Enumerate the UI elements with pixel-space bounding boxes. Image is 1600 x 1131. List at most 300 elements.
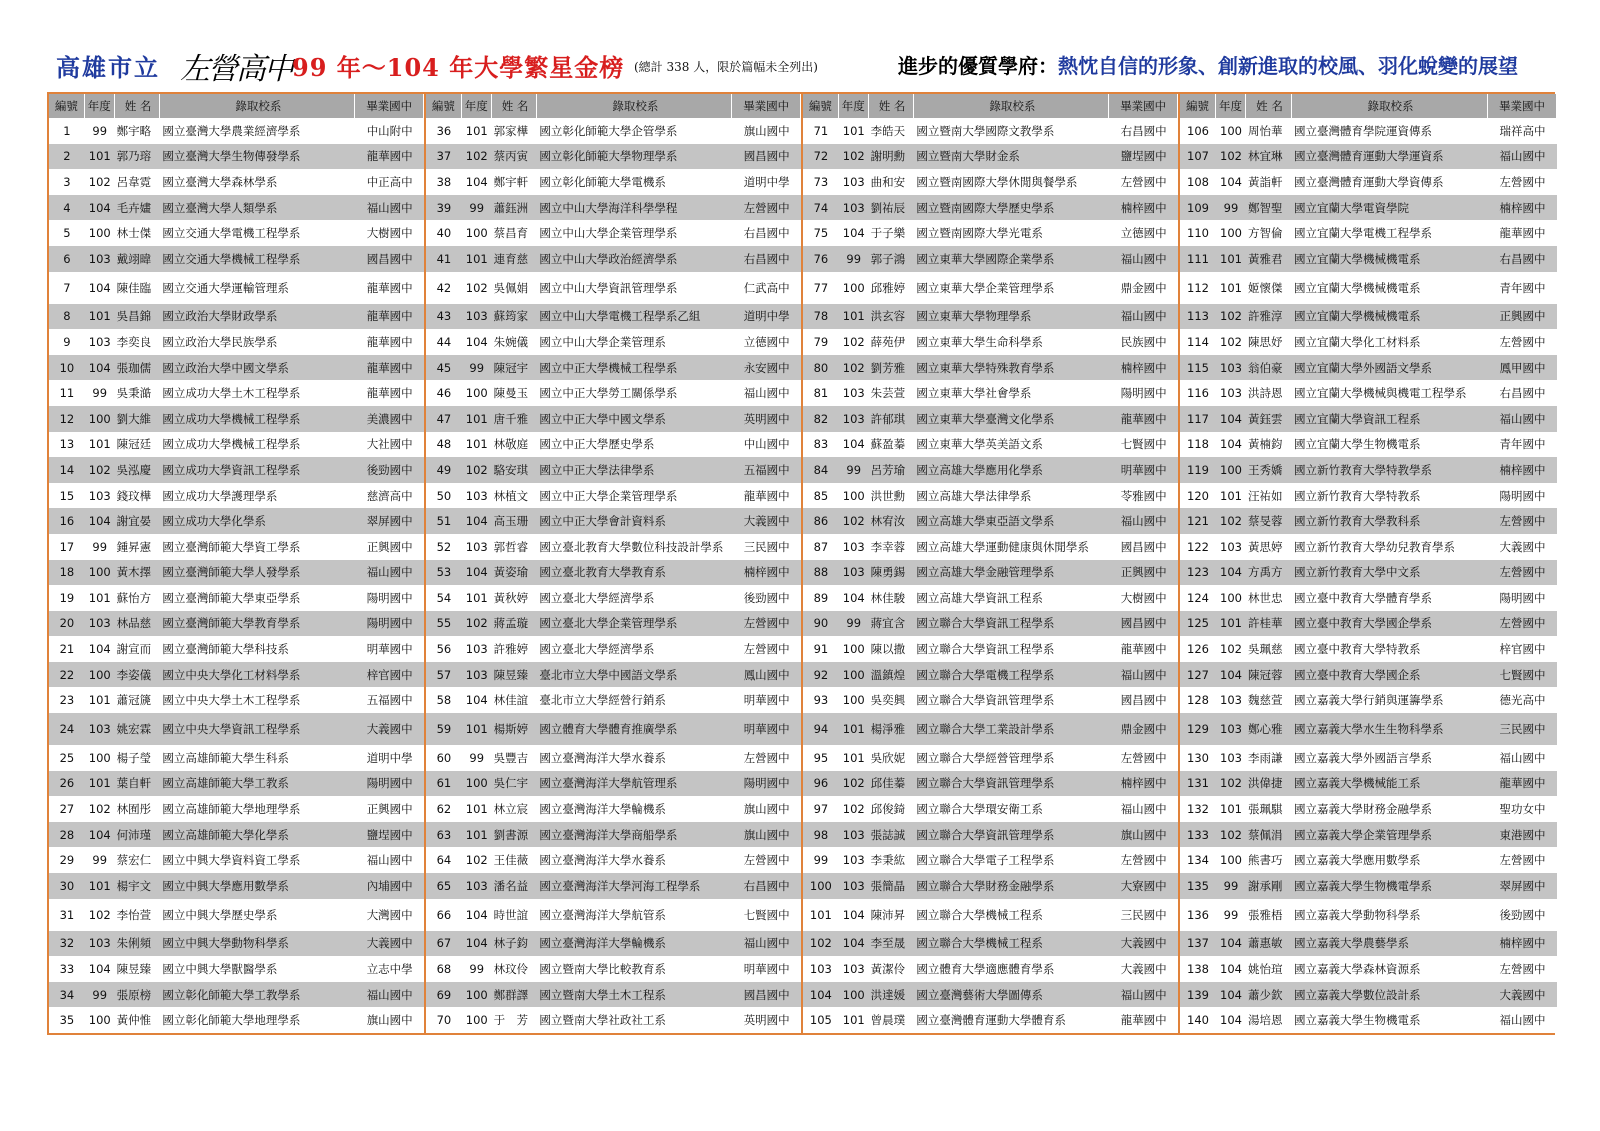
junior-high-cell: 翠屏國中 (1499, 878, 1546, 893)
year-cell: 102 (88, 462, 111, 477)
entry-number-cell: 102 (809, 936, 832, 951)
table-row (803, 956, 1178, 982)
student-name-cell: 吳昌錦 (116, 309, 152, 324)
junior-high-cell: 五福國中 (743, 462, 790, 477)
year-cell: 103 (842, 411, 865, 426)
junior-high-cell: 立德國中 (1120, 226, 1167, 241)
admitted-department-cell: 國立嘉義大學森林資源系 (1294, 962, 1421, 977)
admitted-department-cell: 國立聯合大學環安衛工系 (916, 802, 1043, 817)
table-row (426, 713, 801, 745)
year-cell: 101 (842, 1013, 865, 1028)
admitted-department-cell: 國立臺灣海洋大學商船學系 (539, 827, 678, 842)
junior-high-cell: 旗山國中 (366, 1013, 413, 1028)
admitted-department-cell: 國立臺中教育大學體育學系 (1294, 590, 1432, 605)
entry-number-cell: 74 (813, 200, 829, 215)
table-row (49, 560, 424, 586)
student-name-cell: 蔡丙寅 (493, 149, 529, 164)
entry-number-cell: 5 (63, 226, 71, 241)
table-row (803, 169, 1178, 195)
table-block (49, 94, 426, 1033)
year-cell: 104 (465, 907, 488, 922)
table-row (426, 662, 801, 688)
junior-high-cell: 左營國中 (1499, 334, 1546, 349)
year-cell: 102 (1220, 642, 1242, 657)
table-row (426, 956, 801, 982)
junior-high-cell: 龍華國中 (1120, 411, 1167, 426)
student-name-cell: 劉芳雅 (870, 360, 906, 375)
student-name-cell: 吳欣妮 (870, 750, 906, 765)
admissions-table (47, 92, 1555, 1035)
table-row (1180, 662, 1557, 688)
admitted-department-cell: 國立臺灣體育運動大學資傳系 (1294, 174, 1444, 189)
junior-high-cell: 正興國中 (366, 539, 413, 554)
student-name-cell: 呂芳瑜 (870, 462, 906, 477)
junior-high-cell: 中山附中 (366, 123, 413, 138)
entry-number-cell: 140 (1187, 1013, 1209, 1028)
admitted-department-cell: 國立中興大學歷史學系 (162, 907, 278, 922)
table-row (803, 220, 1178, 246)
year-cell: 102 (88, 802, 111, 817)
student-name-cell: 陳冠廷 (116, 437, 152, 452)
admitted-department-cell: 國立宜蘭大學機械機電系 (1294, 280, 1421, 295)
table-row (426, 246, 801, 272)
year-cell: 102 (465, 149, 488, 164)
student-name-cell: 吳珮慈 (1248, 642, 1283, 657)
junior-high-cell: 福山國中 (1120, 251, 1167, 266)
admitted-department-cell: 國立臺灣大學森林學系 (162, 174, 278, 189)
junior-high-cell: 中山國中 (743, 437, 790, 452)
student-name-cell: 楊宇文 (116, 878, 152, 893)
student-name-cell: 湯培恩 (1248, 1013, 1283, 1028)
student-name-cell: 林宜琳 (1248, 149, 1283, 164)
junior-high-cell: 福山國中 (743, 386, 790, 401)
entry-number-cell: 42 (436, 280, 452, 295)
junior-high-cell: 德光高中 (1499, 693, 1546, 708)
admitted-department-cell: 國立嘉義大學財務金融學系 (1294, 802, 1432, 817)
student-name-cell: 陳沛昇 (870, 907, 906, 922)
admitted-department-cell: 國立中山大學海洋科學學程 (539, 200, 678, 215)
entry-number-cell: 75 (813, 226, 829, 241)
junior-high-cell: 左營國中 (1499, 174, 1546, 189)
junior-high-cell: 右昌國中 (743, 251, 790, 266)
junior-high-cell: 福山國中 (366, 853, 413, 868)
table-row (49, 534, 424, 560)
admitted-department-cell: 國立嘉義大學水生生物科學系 (1294, 722, 1444, 737)
junior-high-cell: 道明中學 (743, 174, 790, 189)
student-name-cell: 李幸蓉 (870, 539, 906, 554)
year-cell: 104 (842, 907, 865, 922)
junior-high-cell: 陽明國中 (743, 776, 790, 791)
entry-number-cell: 46 (436, 386, 452, 401)
table-row (1180, 931, 1557, 957)
year-cell: 100 (465, 987, 488, 1002)
entry-number-cell: 7 (63, 280, 71, 295)
entry-number-cell: 15 (59, 488, 75, 503)
column-header-entry-number: 編號 (1180, 94, 1216, 118)
entry-number-cell: 135 (1187, 878, 1209, 893)
junior-high-cell: 左營國中 (1120, 750, 1167, 765)
table-row (803, 534, 1178, 560)
entry-number-cell: 20 (59, 616, 75, 631)
table-row (426, 1007, 801, 1033)
junior-high-cell: 鳳甲國中 (1499, 360, 1546, 375)
junior-high-cell: 永安國中 (743, 360, 790, 375)
table-row (803, 899, 1178, 931)
junior-high-cell: 道明中學 (366, 750, 413, 765)
title-note: (總計 338 人，限於篇幅未全列出) (634, 60, 818, 74)
year-cell: 103 (88, 936, 111, 951)
student-name-cell: 翁伯豪 (1248, 360, 1283, 375)
entry-number-cell: 32 (59, 936, 75, 951)
year-cell: 101 (465, 722, 488, 737)
junior-high-cell: 龍華國中 (1120, 1013, 1167, 1028)
entry-number-cell: 77 (813, 280, 829, 295)
entry-number-cell: 136 (1187, 907, 1209, 922)
entry-number-cell: 116 (1187, 386, 1209, 401)
junior-high-cell: 龍華國中 (1499, 226, 1546, 241)
admitted-department-cell: 國立交通大學運輸管理系 (162, 280, 289, 295)
junior-high-cell: 正興國中 (366, 802, 413, 817)
admitted-department-cell: 國立中央大學化工材料學系 (162, 667, 301, 682)
junior-high-cell: 左營國中 (1499, 514, 1546, 529)
student-name-cell: 鄭宇略 (116, 123, 152, 138)
admitted-department-cell: 國立中山大學電機工程學系乙組 (539, 309, 701, 324)
year-cell: 100 (88, 667, 111, 682)
table-row (426, 931, 801, 957)
table-row (1180, 560, 1557, 586)
admitted-department-cell: 國立臺灣體育運動大學運資系 (1294, 149, 1444, 164)
junior-high-cell: 楠梓國中 (743, 565, 790, 580)
admitted-department-cell: 國立暨南國際大學歷史學系 (916, 200, 1055, 215)
student-name-cell: 謝承剛 (1248, 878, 1283, 893)
entry-number-cell: 111 (1187, 251, 1209, 266)
student-name-cell: 黃雅君 (1248, 251, 1283, 266)
entry-number-cell: 31 (59, 907, 75, 922)
junior-high-cell: 右昌國中 (743, 878, 790, 893)
student-name-cell: 汪祐如 (1248, 488, 1283, 503)
admitted-department-cell: 國立臺灣體育學院運資傳系 (1294, 123, 1432, 138)
year-cell: 103 (1220, 693, 1242, 708)
table-row (426, 847, 801, 873)
student-name-cell: 林士傑 (116, 226, 152, 241)
student-name-cell: 蕭鈺洲 (493, 200, 529, 215)
admitted-department-cell: 國立暨南大學財金系 (916, 149, 1020, 164)
year-cell: 100 (465, 386, 488, 401)
table-row (49, 355, 424, 381)
admitted-department-cell: 國立中山大學企業管理學系 (539, 226, 678, 241)
entry-number-cell: 67 (436, 936, 452, 951)
entry-number-cell: 30 (59, 878, 75, 893)
table-row (426, 771, 801, 797)
table-row (426, 329, 801, 355)
table-row (1180, 822, 1557, 848)
student-name-cell: 蘇怡方 (116, 590, 152, 605)
junior-high-cell: 大義國中 (366, 722, 413, 737)
student-name-cell: 洪偉捷 (1248, 776, 1283, 791)
entry-number-cell: 87 (813, 539, 829, 554)
entry-number-cell: 70 (436, 1013, 452, 1028)
table-row (1180, 956, 1557, 982)
table-row (803, 713, 1178, 745)
table-row (803, 847, 1178, 873)
admitted-department-cell: 國立暨南國際大學光電系 (916, 226, 1043, 241)
year-cell: 101 (88, 590, 111, 605)
year-cell: 101 (88, 149, 111, 164)
year-cell: 104 (1220, 174, 1242, 189)
year-cell: 99 (846, 616, 862, 631)
entry-number-cell: 134 (1187, 853, 1209, 868)
admitted-department-cell: 國立臺灣師範大學資工學系 (162, 539, 301, 554)
admitted-department-cell: 國立成功大學機械工程學系 (162, 411, 301, 426)
student-name-cell: 吳泓慶 (116, 462, 152, 477)
year-cell: 103 (465, 539, 488, 554)
student-name-cell: 許桂華 (1248, 616, 1283, 631)
entry-number-cell: 112 (1187, 280, 1209, 295)
admitted-department-cell: 國立嘉義大學農藝學系 (1294, 936, 1409, 951)
year-cell: 103 (88, 488, 111, 503)
table-row (49, 662, 424, 688)
entry-number-cell: 60 (436, 750, 452, 765)
table-header-row (1180, 94, 1557, 118)
admitted-department-cell: 國立聯合大學電機工程學系 (916, 667, 1055, 682)
year-cell: 102 (842, 149, 865, 164)
student-name-cell: 唐千雅 (493, 411, 529, 426)
junior-high-cell: 福山國中 (366, 200, 413, 215)
year-cell: 104 (1220, 936, 1242, 951)
junior-high-cell: 龍華國中 (1120, 642, 1167, 657)
entry-number-cell: 27 (59, 802, 75, 817)
year-cell: 101 (88, 693, 111, 708)
student-name-cell: 張誌誠 (870, 827, 906, 842)
admitted-department-cell: 國立暨南大學國際文教學系 (916, 123, 1055, 138)
table-row (426, 873, 801, 899)
admitted-department-cell: 國立中興大學動物科學系 (162, 936, 289, 951)
student-name-cell: 王秀嬌 (1248, 462, 1283, 477)
year-cell: 104 (88, 360, 111, 375)
junior-high-cell: 立志中學 (366, 962, 413, 977)
admitted-department-cell: 國立臺北教育大學數位科技設計學系 (539, 539, 724, 554)
admitted-department-cell: 國立交通大學機械工程學系 (162, 251, 301, 266)
junior-high-cell: 苓雅國中 (1120, 488, 1167, 503)
student-name-cell: 張原榜 (116, 987, 152, 1002)
year-cell: 103 (465, 878, 488, 893)
entry-number-cell: 133 (1187, 827, 1209, 842)
table-row (426, 355, 801, 381)
year-cell: 101 (88, 437, 111, 452)
column-header-year: 年度 (85, 94, 115, 118)
junior-high-cell: 瑞祥高中 (1499, 123, 1546, 138)
admitted-department-cell: 國立彰化師範大學工教學系 (162, 987, 301, 1002)
year-cell: 103 (465, 488, 488, 503)
junior-high-cell: 立德國中 (743, 334, 790, 349)
entry-number-cell: 93 (813, 693, 829, 708)
student-name-cell: 陳佳臨 (116, 280, 152, 295)
table-row (426, 144, 801, 170)
junior-high-cell: 青年國中 (1499, 437, 1546, 452)
junior-high-cell: 左營國中 (743, 616, 790, 631)
entry-number-cell: 56 (436, 642, 452, 657)
junior-high-cell: 楠梓國中 (1499, 462, 1546, 477)
student-name-cell: 林敬庭 (493, 437, 529, 452)
table-row (49, 611, 424, 637)
year-cell: 101 (1220, 616, 1242, 631)
student-name-cell: 黃鈺雲 (1248, 411, 1283, 426)
year-cell: 102 (842, 360, 865, 375)
student-name-cell: 毛卉嫿 (116, 200, 152, 215)
entry-number-cell: 76 (813, 251, 829, 266)
year-cell: 100 (842, 488, 865, 503)
entry-number-cell: 71 (813, 123, 829, 138)
admitted-department-cell: 國立嘉義大學數位設計系 (1294, 987, 1421, 1002)
table-row (49, 508, 424, 534)
table-row (426, 272, 801, 304)
year-cell: 101 (1220, 802, 1242, 817)
junior-high-cell: 明華國中 (743, 693, 790, 708)
year-cell: 104 (1220, 565, 1242, 580)
entry-number-cell: 28 (59, 827, 75, 842)
year-cell: 100 (1220, 123, 1242, 138)
year-cell: 100 (1220, 226, 1242, 241)
junior-high-cell: 陽明國中 (366, 616, 413, 631)
entry-number-cell: 6 (63, 251, 71, 266)
column-header-junior-high: 畢業國中 (1488, 94, 1557, 118)
entry-number-cell: 59 (436, 722, 452, 737)
entry-number-cell: 22 (59, 667, 75, 682)
column-header-junior-high: 畢業國中 (1109, 94, 1178, 118)
year-cell: 103 (842, 386, 865, 401)
student-name-cell: 蔡旻蓉 (1248, 514, 1283, 529)
admitted-department-cell: 國立臺灣海洋大學河海工程學系 (539, 878, 701, 893)
entry-number-cell: 65 (436, 878, 452, 893)
junior-high-cell: 大義國中 (1120, 962, 1167, 977)
year-cell: 104 (1220, 437, 1242, 452)
student-name-cell: 姚宏霖 (116, 722, 152, 737)
admitted-department-cell: 國立嘉義大學行銷與運籌學系 (1294, 693, 1444, 708)
student-name-cell: 邱俊錡 (870, 802, 906, 817)
table-row (1180, 687, 1557, 713)
student-name-cell: 朱俐頻 (116, 936, 152, 951)
admitted-department-cell: 國立高雄師範大學地理學系 (162, 802, 301, 817)
entry-number-cell: 35 (59, 1013, 75, 1028)
student-name-cell: 魏慈萱 (1248, 693, 1283, 708)
admitted-department-cell: 國立聯合大學工業設計學系 (916, 722, 1055, 737)
student-name-cell: 錢玟樺 (116, 488, 152, 503)
table-row (426, 304, 801, 330)
table-row (803, 796, 1178, 822)
table-row (426, 457, 801, 483)
table-row (803, 304, 1178, 330)
student-name-cell: 蕭惠敏 (1248, 936, 1283, 951)
entry-number-cell: 73 (813, 174, 829, 189)
admitted-department-cell: 國立臺灣大學人類學系 (162, 200, 278, 215)
admitted-department-cell: 國立宜蘭大學資訊工程系 (1294, 411, 1421, 426)
column-header-student-name: 姓 名 (492, 94, 538, 118)
admitted-department-cell: 國立臺灣海洋大學航管系 (539, 907, 666, 922)
year-cell: 100 (842, 642, 865, 657)
table-row (803, 931, 1178, 957)
junior-high-cell: 後勁國中 (743, 590, 790, 605)
entry-number-cell: 79 (813, 334, 829, 349)
year-cell: 100 (88, 226, 111, 241)
student-name-cell: 張珮騏 (1248, 802, 1283, 817)
student-name-cell: 戴翊暐 (116, 251, 152, 266)
table-row (1180, 329, 1557, 355)
admitted-department-cell: 國立中山大學資訊管理學系 (539, 280, 678, 295)
entry-number-cell: 55 (436, 616, 452, 631)
year-cell: 103 (1220, 539, 1242, 554)
table-row (49, 771, 424, 797)
column-header-year: 年度 (839, 94, 869, 118)
junior-high-cell: 左營國中 (743, 853, 790, 868)
entry-number-cell: 2 (63, 149, 71, 164)
entry-number-cell: 61 (436, 776, 452, 791)
admitted-department-cell: 國立高雄大學金融管理學系 (916, 565, 1055, 580)
entry-number-cell: 82 (813, 411, 829, 426)
table-row (49, 406, 424, 432)
admitted-department-cell: 國立臺北大學經濟學系 (539, 590, 655, 605)
year-cell: 101 (842, 123, 865, 138)
admitted-department-cell: 國立中正大學機械工程學系 (539, 360, 678, 375)
student-name-cell: 郭家樺 (493, 123, 529, 138)
table-row (803, 873, 1178, 899)
student-name-cell: 蘇筠家 (493, 309, 529, 324)
student-name-cell: 林品慈 (116, 616, 152, 631)
year-cell: 103 (842, 878, 865, 893)
entry-number-cell: 125 (1187, 616, 1209, 631)
student-name-cell: 蘇盈蓁 (870, 437, 906, 452)
year-cell: 103 (465, 642, 488, 657)
year-cell: 102 (88, 907, 111, 922)
entry-number-cell: 66 (436, 907, 452, 922)
junior-high-cell: 大義國中 (1499, 539, 1546, 554)
entry-number-cell: 91 (813, 642, 829, 657)
table-row (426, 118, 801, 144)
junior-high-cell: 龍華國中 (366, 334, 413, 349)
table-row (1180, 432, 1557, 458)
student-name-cell: 鍾昇憲 (116, 539, 152, 554)
entry-number-cell: 139 (1187, 987, 1209, 1002)
admitted-department-cell: 國立成功大學機械工程學系 (162, 437, 301, 452)
student-name-cell: 林佳駿 (870, 590, 906, 605)
entry-number-cell: 29 (59, 853, 75, 868)
table-row (1180, 483, 1557, 509)
student-name-cell: 高玉珊 (493, 514, 529, 529)
admitted-department-cell: 國立臺中教育大學國企系 (1294, 667, 1421, 682)
student-name-cell: 郭子鴻 (870, 251, 906, 266)
junior-high-cell: 三民國中 (743, 539, 790, 554)
year-cell: 103 (1220, 722, 1242, 737)
junior-high-cell: 右昌國中 (743, 226, 790, 241)
year-cell: 102 (1220, 514, 1242, 529)
junior-high-cell: 大寮國中 (1120, 878, 1167, 893)
junior-high-cell: 左營國中 (743, 642, 790, 657)
student-name-cell: 姚怡瑄 (1248, 962, 1283, 977)
junior-high-cell: 鳳山國中 (743, 667, 790, 682)
admitted-department-cell: 國立嘉義大學企業管理學系 (1294, 827, 1432, 842)
admitted-department-cell: 國立東華大學企業管理學系 (916, 280, 1055, 295)
entry-number-cell: 62 (436, 802, 452, 817)
admitted-department-cell: 國立高雄大學應用化學系 (916, 462, 1043, 477)
year-cell: 100 (88, 750, 111, 765)
junior-high-cell: 明華國中 (1120, 462, 1167, 477)
table-row (49, 745, 424, 771)
admitted-department-cell: 國立嘉義大學動物科學系 (1294, 907, 1421, 922)
admitted-department-cell: 國立政治大學民族學系 (162, 334, 278, 349)
year-cell: 100 (1220, 462, 1242, 477)
year-cell: 103 (842, 565, 865, 580)
table-row (803, 195, 1178, 221)
junior-high-cell: 龍華國中 (1499, 776, 1546, 791)
